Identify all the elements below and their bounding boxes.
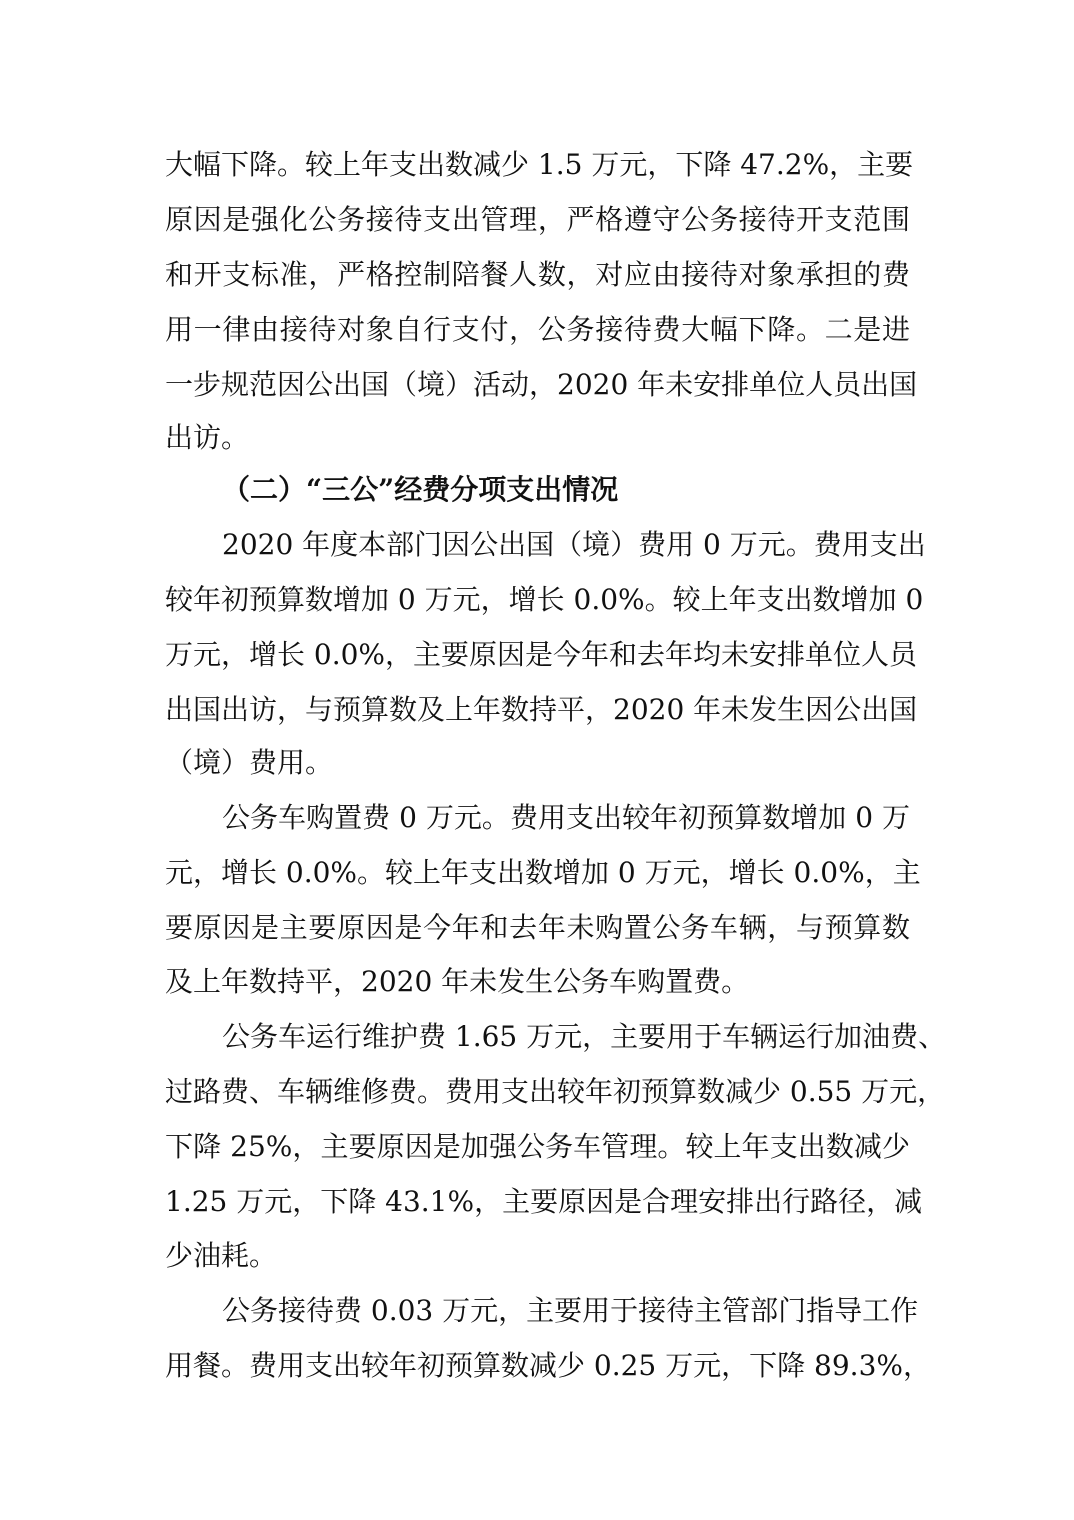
text-line-14: 元，增长 0.0%。较上年支出数增加 0 万元，增长 0.0%，主 (165, 856, 921, 889)
section-heading: （二）“三公”经费分项支出情况 (222, 473, 619, 506)
text-line-16: 及上年数持平，2020 年未发生公务车购置费。 (165, 965, 750, 998)
text-line-8: 2020 年度本部门因公出国（境）费用 0 万元。费用支出 (222, 528, 926, 561)
text-line-19: 下降 25%，主要原因是加强公务车管理。较上年支出数减少 (165, 1130, 910, 1163)
text-line-3: 和开支标准，严格控制陪餐人数，对应由接待对象承担的费 (165, 258, 910, 291)
text-line-11: 出国出访，与预算数及上年数持平，2020 年未发生因公出国 (165, 693, 918, 726)
text-line-4: 用一律由接待对象自行支付，公务接待费大幅下降。二是进 (165, 313, 910, 346)
text-line-1: 大幅下降。较上年支出数减少 1.5 万元，下降 47.2%，主要 (165, 148, 914, 181)
text-line-2: 原因是强化公务接待支出管理，严格遵守公务接待开支范围 (165, 203, 910, 236)
text-line-10: 万元，增长 0.0%，主要原因是今年和去年均未安排单位人员 (165, 638, 918, 671)
text-line-22: 公务接待费 0.03 万元，主要用于接待主管部门指导工作 (222, 1294, 919, 1327)
text-line-9: 较年初预算数增加 0 万元，增长 0.0%。较上年支出数增加 0 (165, 583, 924, 616)
text-line-13: 公务车购置费 0 万元。费用支出较年初预算数增加 0 万 (222, 801, 910, 834)
text-line-21: 少油耗。 (165, 1239, 278, 1272)
text-line-18: 过路费、车辆维修费。费用支出较年初预算数减少 0.55 万元， (165, 1075, 946, 1108)
text-line-15: 要原因是主要原因是今年和去年未购置公务车辆，与预算数 (165, 911, 910, 944)
text-line-20: 1.25 万元，下降 43.1%，主要原因是合理安排出行路径，减 (165, 1185, 923, 1218)
text-line-17: 公务车运行维护费 1.65 万元，主要用于车辆运行加油费、 (222, 1020, 947, 1053)
text-line-5: 一步规范因公出国（境）活动，2020 年未安排单位人员出国 (165, 368, 918, 401)
text-line-12: （境）费用。 (165, 746, 334, 779)
text-line-23: 用餐。费用支出较年初预算数减少 0.25 万元，下降 89.3%， (165, 1349, 931, 1382)
text-line-6: 出访。 (165, 421, 250, 454)
